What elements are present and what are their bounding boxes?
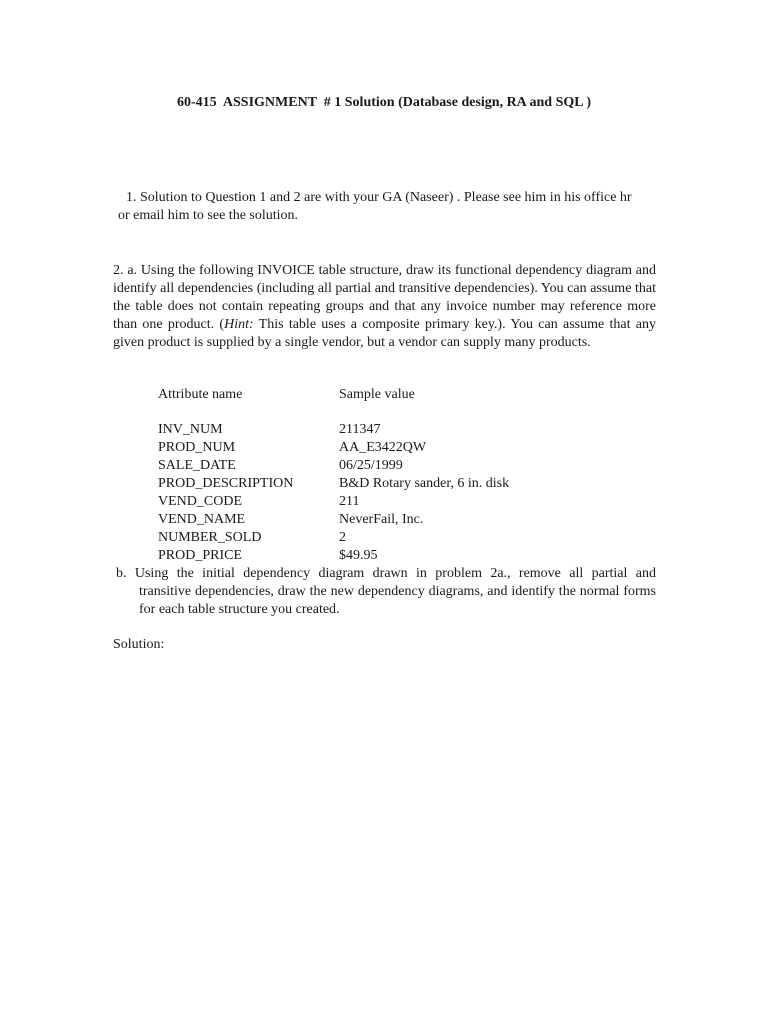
attribute-name: PROD_PRICE bbox=[158, 548, 243, 563]
table-row bbox=[158, 475, 509, 493]
question-2a-text-start: 2. a. Using the following INVOICE table structure, draw its functional dependency diagram and identify all dependencies (including all partial and transitive dependencies). You can assume that the table does not contain repeating groups and that any invoice number may reference more than one product. ( bbox=[113, 263, 656, 332]
attribute-name: VEND_NAME bbox=[158, 512, 246, 527]
solution-label: Solution: bbox=[113, 637, 165, 652]
sample-value: 211 bbox=[339, 494, 360, 509]
table-row bbox=[158, 421, 509, 439]
table-row bbox=[158, 547, 509, 565]
question-2a bbox=[113, 262, 656, 352]
document-title: 60-415 ASSIGNMENT # 1 Solution (Database design, RA and SQL ) bbox=[177, 95, 591, 110]
table-row bbox=[158, 511, 509, 529]
table-row bbox=[158, 493, 509, 511]
question-2b-continuation: transitive dependencies, draw the new dependency diagrams, and identify the normal forms for each table structure you created. bbox=[139, 584, 656, 617]
question-2b bbox=[116, 565, 656, 619]
sample-value: B&D Rotary sander, 6 in. disk bbox=[339, 476, 510, 491]
attribute-name: PROD_NUM bbox=[158, 440, 236, 455]
attribute-name: INV_NUM bbox=[158, 422, 223, 437]
table-row bbox=[158, 439, 509, 457]
attribute-name: SALE_DATE bbox=[158, 458, 236, 473]
table-row bbox=[158, 457, 509, 475]
question-1-line-1: 1. Solution to Question 1 and 2 are with your GA (Naseer) . Please see him in his office hr bbox=[126, 190, 632, 205]
table-row bbox=[158, 529, 509, 547]
question-1 bbox=[118, 189, 658, 225]
sample-value: NeverFail, Inc. bbox=[339, 512, 424, 527]
attribute-name: PROD_DESCRIPTION bbox=[158, 476, 294, 491]
sample-value: 211347 bbox=[339, 422, 381, 437]
attribute-table-header bbox=[158, 386, 509, 404]
attribute-name: NUMBER_SOLD bbox=[158, 530, 262, 545]
attribute-name: VEND_CODE bbox=[158, 494, 242, 509]
attribute-table bbox=[158, 386, 509, 565]
question-1-line-2: or email him to see the solution. bbox=[118, 208, 299, 223]
sample-value: 06/25/1999 bbox=[339, 458, 403, 473]
header-attribute-name: Attribute name bbox=[158, 387, 243, 402]
question-2b-line-1: b. Using the initial dependency diagram drawn in problem 2a., remove all partial and bbox=[116, 566, 656, 581]
sample-value: $49.95 bbox=[339, 548, 378, 563]
sample-value: 2 bbox=[339, 530, 346, 545]
question-2a-text-end: This table uses a composite primary key.). You can assume that any given product is supplied by a single vendor, but a vendor can supply many products. bbox=[113, 317, 656, 350]
sample-value: AA_E3422QW bbox=[339, 440, 427, 455]
hint-label: Hint: bbox=[224, 317, 254, 332]
header-sample-value: Sample value bbox=[339, 387, 415, 402]
